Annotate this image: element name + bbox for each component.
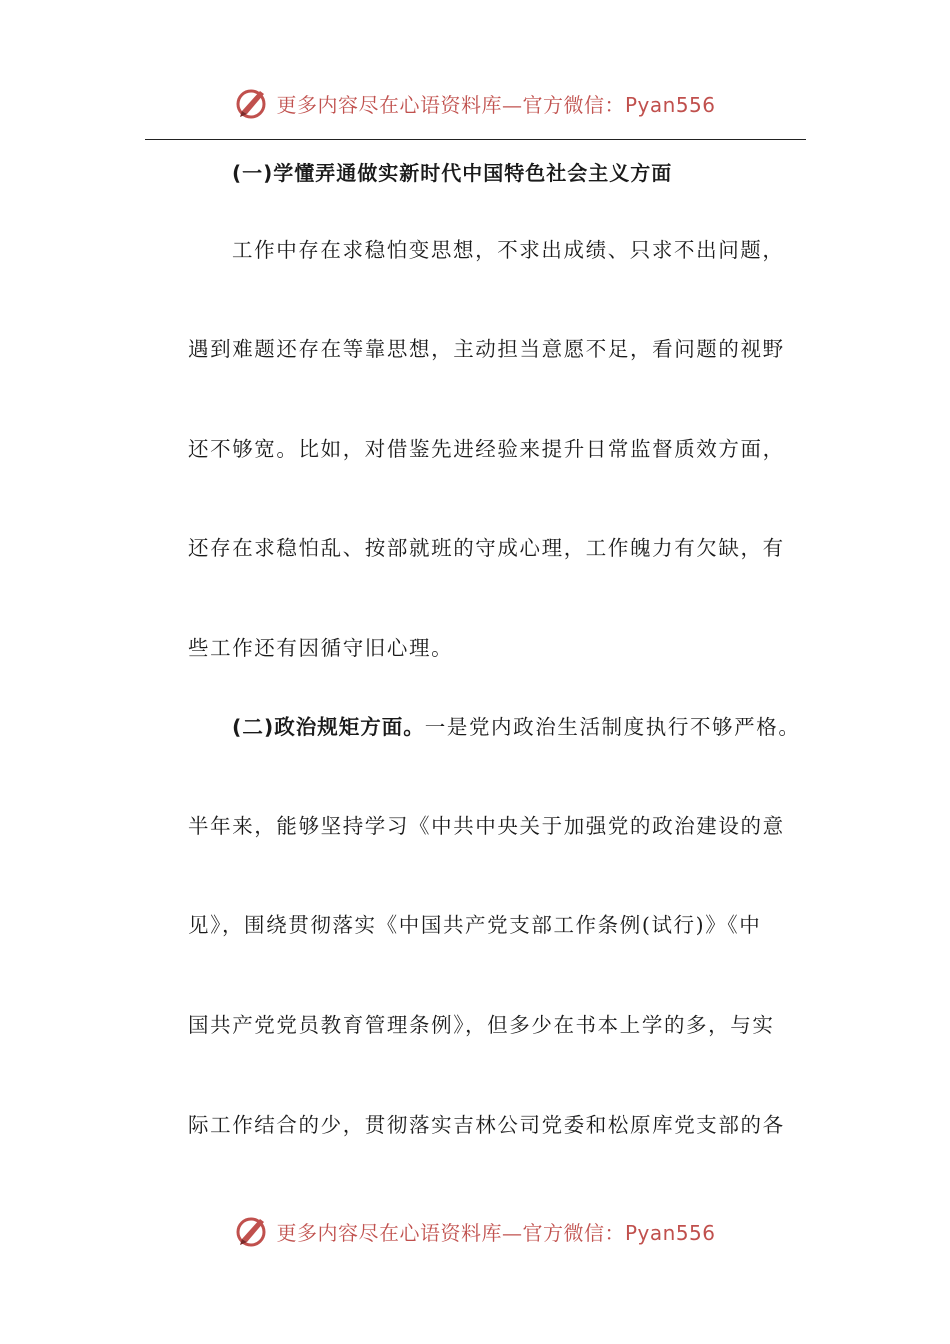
paragraph-line: 些工作还有因循守旧心理。 bbox=[188, 636, 454, 660]
paragraph-line: 见》，围绕贯彻落实《中国共产党支部工作条例(试行)》《中 bbox=[188, 913, 762, 937]
paragraph-line: 际工作结合的少，贯彻落实吉林公司党委和松原库党支部的各 bbox=[188, 1113, 785, 1137]
banner-main-text: 更多内容尽在心语资料库—官方微信： bbox=[276, 1220, 625, 1245]
banner-main-text: 更多内容尽在心语资料库—官方微信： bbox=[276, 92, 625, 117]
pen-circle-logo-icon bbox=[234, 1213, 270, 1249]
banner-text bbox=[276, 89, 715, 118]
paragraph-line: 半年来，能够坚持学习《中共中央关于加强党的政治建设的意 bbox=[188, 814, 785, 838]
paragraph-line: 国共产党党员教育管理条例》，但多少在书本上学的多，与实 bbox=[188, 1013, 775, 1037]
paragraph-line: 遇到难题还存在等靠思想，主动担当意愿不足，看问题的视野 bbox=[188, 337, 785, 361]
footer-banner bbox=[0, 1211, 950, 1251]
section2-first-line bbox=[232, 712, 800, 742]
banner-text bbox=[276, 1217, 715, 1246]
pen-circle-logo-icon bbox=[234, 85, 270, 121]
paragraph-line: 还存在求稳怕乱、按部就班的守成心理，工作魄力有欠缺，有 bbox=[188, 536, 785, 560]
wechat-id: Pyan556 bbox=[624, 92, 716, 117]
header-divider bbox=[145, 139, 806, 140]
section1-heading: (一)学懂弄通做实新时代中国特色社会主义方面 bbox=[232, 161, 673, 185]
section2-first-rest: 一是党内政治生活制度执行不够严格。 bbox=[424, 715, 801, 739]
section2-heading: (二)政治规矩方面。 bbox=[232, 715, 425, 739]
paragraph-line: 还不够宽。比如，对借鉴先进经验来提升日常监督质效方面， bbox=[188, 437, 785, 461]
header-banner bbox=[0, 83, 950, 123]
paragraph-line: 工作中存在求稳怕变思想，不求出成绩、只求不出问题， bbox=[232, 238, 785, 262]
wechat-id: Pyan556 bbox=[624, 1220, 716, 1245]
